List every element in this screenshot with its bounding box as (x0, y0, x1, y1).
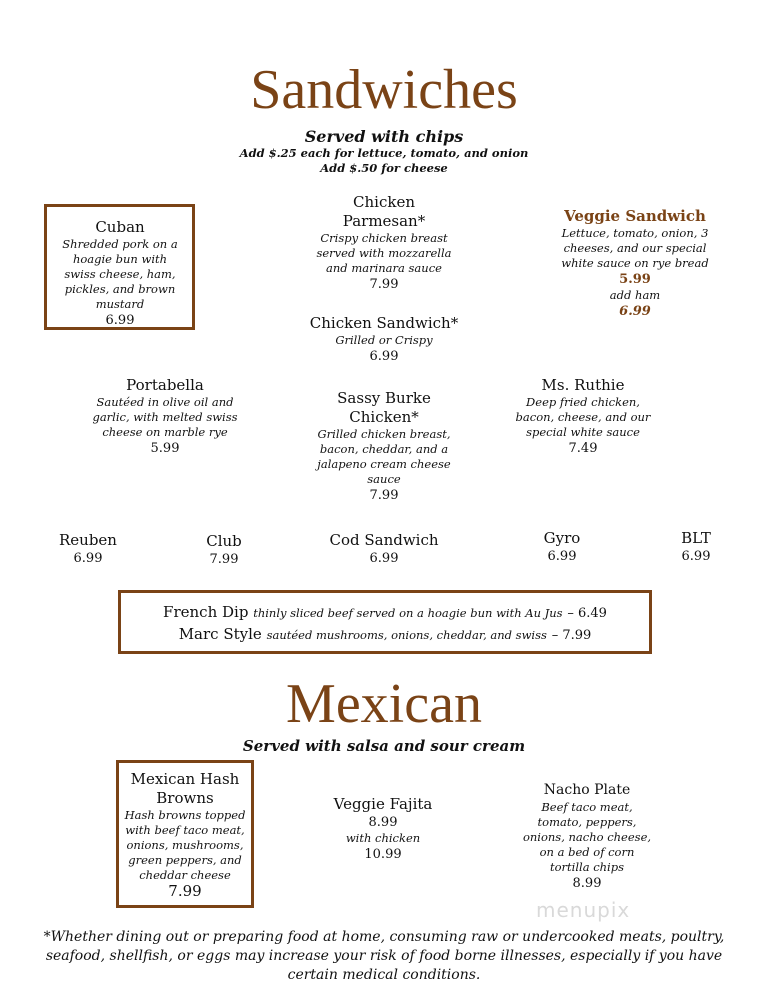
item-description: Grilled or Crispy (335, 333, 433, 347)
item-name-line2: Parmesan* (342, 212, 426, 230)
sandwiches-note-toppings: Add $.25 each for lettuce, tomato, and onion (239, 146, 529, 160)
item-name: Marc Style (178, 625, 262, 643)
menu-item-french-dip (124, 603, 646, 622)
item-name: Veggie Fajita (333, 795, 433, 813)
item-name: Veggie Sandwich (564, 207, 706, 225)
item-price: 6.99 (105, 313, 135, 328)
item-description: thinly sliced beef served on a hoagie bun with Au Jus (253, 606, 563, 620)
item-name: Cuban (95, 218, 145, 236)
item-name-line1: Sassy Burke (337, 389, 431, 407)
item-price: 8.99 (368, 815, 398, 830)
item-price: – 6.49 (567, 606, 607, 621)
item-name: BLT (681, 529, 711, 547)
item-price: 7.99 (209, 552, 239, 567)
item-name: Chicken Sandwich* (309, 314, 459, 332)
sandwiches-subtitle: Served with chips (304, 127, 464, 146)
item-name: Portabella (126, 376, 204, 394)
item-addon-price: 6.99 (619, 304, 651, 319)
item-name-line2: Browns (156, 789, 214, 807)
item-name-line1: Mexican Hash (130, 770, 240, 788)
menu-item-veggie-sandwich (560, 207, 710, 320)
item-price: 6.99 (369, 551, 399, 566)
menu-item-marc-style (124, 625, 646, 644)
item-price: 5.99 (150, 441, 180, 456)
item-price: 8.99 (572, 876, 602, 891)
menu-item-reuben (38, 531, 138, 567)
mexican-heading: Mexican (286, 673, 482, 735)
menu-item-portabella (90, 376, 240, 457)
menu-item-club (174, 532, 274, 568)
item-price: 6.99 (547, 549, 577, 564)
item-price: – 7.99 (551, 628, 592, 643)
menu-item-chicken-parmesan (300, 193, 468, 293)
menu-item-blt (648, 529, 744, 565)
menu-item-nacho-plate (520, 781, 654, 892)
item-name: Reuben (59, 531, 117, 549)
menu-item-sassy-burke-chicken (306, 389, 462, 504)
item-description: Crispy chicken breast served with mozzarella and marinara sauce (316, 231, 452, 275)
item-price: 6.99 (369, 349, 399, 364)
watermark-logo: menupix (536, 898, 631, 922)
item-name: Nacho Plate (543, 782, 631, 798)
item-name-line2: Chicken* (349, 408, 419, 426)
item-description: Shredded pork on a hoagie bun with swiss cheese, ham, pickles, and brown mustard (62, 237, 178, 311)
item-description: Grilled chicken breast, bacon, cheddar, and a jalapeno cream cheese sauce (317, 427, 451, 486)
item-description: Deep fried chicken, bacon, cheese, and our special white sauce (515, 395, 651, 439)
item-price: 7.99 (369, 488, 399, 503)
menu-item-gyro (512, 529, 612, 565)
sandwiches-note-cheese: Add $.50 for cheese (320, 161, 448, 175)
item-description: Beef taco meat, tomato, peppers, onions, nacho cheese, on a bed of corn tortilla chips (522, 800, 652, 874)
item-price: 6.99 (681, 549, 711, 564)
mexican-subtitle: Served with salsa and sour cream (242, 737, 526, 755)
menu-item-mexican-hash-browns (122, 770, 248, 900)
item-description: Sautéed in olive oil and garlic, with melted swiss cheese on marble rye (92, 395, 238, 439)
french-dip-box (118, 590, 652, 654)
item-name-line1: Chicken (353, 193, 415, 211)
item-description: Hash browns topped with beef taco meat, onions, mushrooms, green peppers, and cheddar cheese (124, 808, 246, 882)
item-price: 7.99 (369, 277, 399, 292)
food-safety-disclaimer: *Whether dining out or preparing food at home, consuming raw or undercooked meats, poultry, seafood, shellfish, or eggs may increase your risk of food borne illnesses, especially if you have certain medical conditions. (43, 929, 725, 983)
item-name: Ms. Ruthie (541, 376, 625, 394)
menu-item-veggie-fajita (310, 795, 456, 863)
item-name: French Dip (163, 603, 249, 621)
item-name: Gyro (543, 529, 581, 547)
item-price: 7.49 (568, 441, 598, 456)
menu-item-ms-ruthie (508, 376, 658, 457)
item-addon-price: 10.99 (364, 847, 402, 862)
item-price: 5.99 (619, 272, 651, 287)
item-description: sautéed mushrooms, onions, cheddar, and swiss (266, 628, 547, 642)
item-price: 6.99 (73, 551, 103, 566)
item-name: Cod Sandwich (329, 531, 439, 549)
menu-item-cod-sandwich (304, 531, 464, 567)
item-description: Lettuce, tomato, onion, 3 cheeses, and our special white sauce on rye bread (561, 226, 709, 270)
item-price: 7.99 (168, 882, 202, 900)
menu-item-chicken-sandwich (290, 314, 478, 365)
sandwiches-heading: Sandwiches (250, 59, 518, 121)
item-addon: with chicken (345, 831, 421, 845)
item-addon: add ham (609, 288, 661, 302)
item-name: Club (206, 532, 242, 550)
menu-item-cuban (58, 218, 182, 329)
